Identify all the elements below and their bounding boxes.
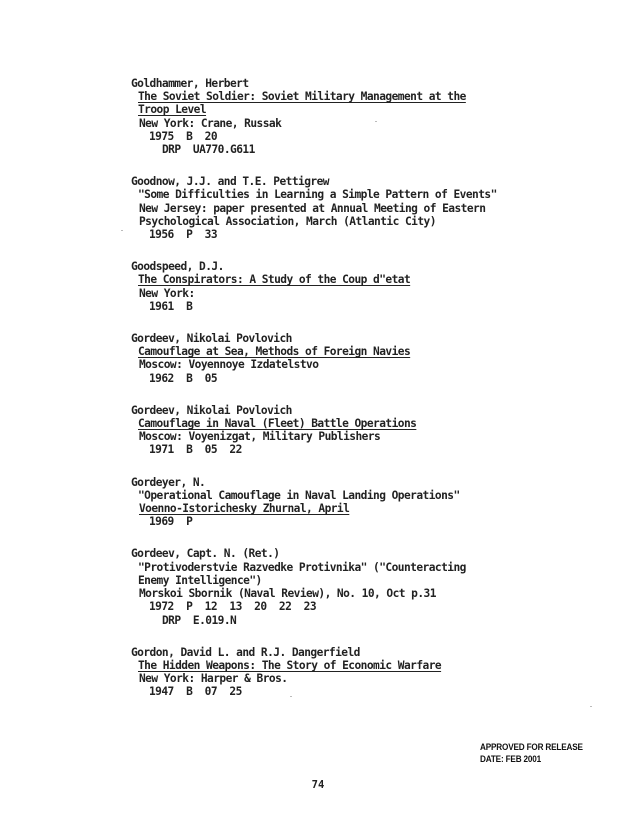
entry-publisher: Psychological Association, March (Atlantic City) [139,214,436,228]
release-stamp [480,742,583,766]
entry-code: 1961 B [149,299,193,313]
bibliography-entry [131,646,611,699]
entry-publisher: Moscow: Voyennoye Izdatelstvo [139,358,319,372]
entry-call-number: DRP UA770.G611 [162,143,255,157]
bibliography-entry [131,77,611,156]
release-stamp-line: DATE: FEB 2001 [480,754,542,765]
bibliography-entry [131,404,611,457]
entry-author: Gordeev, Capt. N. (Ret.) [131,547,280,561]
bibliography-entry [131,332,611,385]
entry-author: Gordeyer, N. [131,475,206,489]
entry-title: The Hidden Weapons: The Story of Economic Warfare [138,658,442,672]
entry-publisher: Voenno-Istorichesky Zhurnal, April [139,502,350,516]
entry-call-number: DRP E.019.N [162,613,237,627]
entry-publisher: New York: Harper & Bros. [139,672,288,686]
entry-publisher: Moscow: Voyenizgat, Military Publishers [139,430,381,444]
bibliography-entry [131,175,611,241]
scan-speck [121,230,123,231]
entry-author: Gordon, David L. and R.J. Dangerfield [131,645,360,659]
scan-speck [290,696,292,697]
bibliography-entry [131,476,611,529]
entry-code: 1956 P 33 [149,228,218,242]
bibliography-entry [131,260,611,313]
entry-author: Goldhammer, Herbert [131,77,249,90]
entry-title: Troop Level [138,103,207,117]
entry-publisher: Morskoi Sbornik (Naval Review), No. 10, Oct p.31 [139,587,436,601]
scan-speck [375,121,377,122]
entry-title: The Soviet Soldier: Soviet Military Management at the [138,90,466,104]
entry-code: 1972 P 12 13 20 22 23 [149,600,317,614]
entry-title: "Some Difficulties in Learning a Simple Pattern of Events" [138,188,497,202]
entry-title: Camouflage at Sea, Methods of Foreign Navies [138,345,411,359]
entry-author: Goodnow, J.J. and T.E. Pettigrew [131,175,329,189]
entry-author: Gordeev, Nikolai Povlovich [131,332,292,346]
page-number: 74 [311,779,325,791]
entry-publisher: New York: Crane, Russak [139,116,282,130]
entry-code: 1975 B 20 [149,129,218,143]
bibliography-entry [131,547,611,626]
entry-title: The Conspirators: A Study of the Coup d"etat [138,273,411,287]
scan-speck [590,706,592,707]
entry-code: 1962 B 05 [149,371,218,385]
entry-title: "Operational Camouflage in Naval Landing Operations" [138,488,460,502]
entry-publisher: New Jersey: paper presented at Annual Meeting of Eastern [139,201,486,215]
entry-title: Camouflage in Naval (Fleet) Battle Operations [138,417,417,431]
entry-code: 1971 B 05 22 [149,443,242,457]
entry-publisher: New York: [139,286,195,300]
entry-author: Goodspeed, D.J. [131,260,224,274]
release-stamp-line: APPROVED FOR RELEASE [480,742,583,753]
bibliography-list [131,77,611,718]
entry-title: Enemy Intelligence") [138,573,262,587]
entry-code: 1947 B 07 25 [149,685,242,699]
entry-title: "Protivoderstvie Razvedke Protivnika" ("Counteracting [138,560,466,574]
entry-code: 1969 P [149,515,193,529]
entry-author: Gordeev, Nikolai Povlovich [131,403,292,417]
